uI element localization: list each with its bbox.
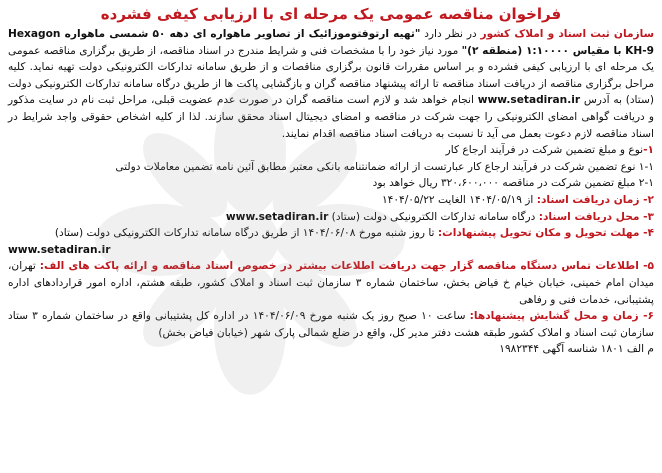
section-1-number: ۱-: [643, 144, 654, 157]
section-3-text: درگاه سامانه تدارکات الکترونیکی دولت (ستاد): [328, 210, 539, 223]
section-5-text: تهران، میدان امام خمینی، خیابان خیام خ فیاض بخش، ساختمان شماره ۳ سازمان ثبت اسناد و املاک کشور، طبقه هشتم، اداره امور قراردادهای اداره پشتیبانی، خدمات فنی و رفاهی: [8, 260, 654, 306]
intro-text-1: در نظر دارد: [420, 28, 481, 40]
section-4-label: ۴- مهلت تحویل و مکان تحویل پیشنهادات:: [437, 227, 654, 240]
project-title: "تهیه ارتوفتوموزائیک از تصاویر ماهواره ای دهه ۵۰ شمسی ماهواره Hexagon KH-9 با مقیاس ۱:۱۰۰۰۰ (منطقه ۲)": [8, 28, 654, 57]
section-6-text: ساعت ۱۰ صبح روز یک شنبه مورخ ۱۴۰۴/۰۶/۰۹ در اداره کل پشتیبانی واقع در ساختمان شماره ۳ ستاد سازمان ثبت اسناد و املاک کشور طبقه هشت دفتر مدیر کل، واقع در ضلع شمالی پارک شهر (خیابان فیاض بخش): [8, 310, 654, 339]
footer-ad-id: م الف ۱۸۰۱ شناسه آگهی ۱۹۸۲۳۴۴: [499, 343, 654, 356]
section-3-url: www.setadiran.ir: [225, 210, 329, 223]
organization-name: سازمان ثبت اسناد و املاک کشور: [480, 28, 655, 40]
intro-body: مورد نیاز خود را با مشخصات فنی و شرایط مندرج در اسناد مناقصه، از طریق برگزاری مناقصه عمومی یک مرحله ای با ارزیابی کیفی فشرده و بر اساس مقررات قانون برگزاری مناقصات و از طریق سامانه تدارکات الکترونیکی دولت تهیه نماید. کلیه مراحل برگزاری مناقصه از دریافت اسناد مناقصه تا ارائه پیشنهاد مناقصه گران و بازگشایی پاکت ها از طریق درگاه سامانه تدارکات الکترونیکی دولت (ستاد) به آدرس: [8, 44, 654, 107]
section-1-sub-1: ۱-۱ نوع تضمین شرکت در فرآیند ارجاع کار عبارتست از ارائه ضمانتنامه بانکی معتبر مطابق آئین نامه تضمین معاملات دولتی: [115, 160, 654, 173]
notice-title: فراخوان مناقصه عمومی یک مرحله ای با ارزیابی کیفی فشرده: [100, 5, 562, 23]
section-4: [8, 225, 654, 242]
section-1-label: نوع و مبلغ تضمین شرکت در فرآیند ارجاع کار: [445, 144, 644, 157]
section-5-label: ۵- اطلاعات تماس دستگاه مناقصه گزار جهت دریافت اطلاعات بیشتر در خصوص اسناد مناقصه و ارائه پاکت های الف:: [39, 260, 654, 273]
setad-url: www.setadiran.ir: [477, 94, 581, 107]
section-6-label: ۶- زمان و محل گشایش پیشنهادها:: [469, 310, 654, 323]
section-6: [8, 308, 654, 341]
section-1-sub-2: ۲-۱ مبلغ تضمین شرکت در مناقصه ۳۲۰،۶۰۰،۰۰۰ ریال خواهد بود: [372, 177, 654, 190]
section-4-url: www.setadiran.ir: [8, 243, 111, 256]
section-3: [8, 209, 654, 226]
section-4-text: تا روز شنبه مورخ ۱۴۰۴/۰۶/۰۸ از طریق درگاه سامانه تدارکات الکترونیکی دولت (ستاد): [54, 227, 438, 240]
section-1-heading: [8, 142, 654, 159]
section-2-label: ۲- زمان دریافت اسناد:: [536, 193, 654, 206]
intro-paragraph: [8, 26, 654, 142]
section-5: [8, 258, 654, 308]
section-2-text: از ۱۴۰۴/۰۵/۱۹ الغایت ۱۴۰۴/۰۵/۲۲: [381, 193, 537, 206]
intro-body-2: انجام خواهد شد و لازم است مناقصه گران در صورت عدم عضویت قبلی، مراحل ثبت نام در سایت مذکور و دریافت گواهی امضای الکترونیکی را جهت شرکت در مناقصه و امضای دیجیتال اسناد محقق سازند. لذا از کلیه اشخاص حقوقی واجد شرایط در اسناد مناقصه لازم دعوت بعمل می آید تا نسبت به دریافت اسناد مناقصه اقدام نمایند.: [8, 94, 654, 140]
section-3-label: ۳- محل دریافت اسناد:: [538, 210, 654, 223]
section-2: [8, 192, 654, 209]
